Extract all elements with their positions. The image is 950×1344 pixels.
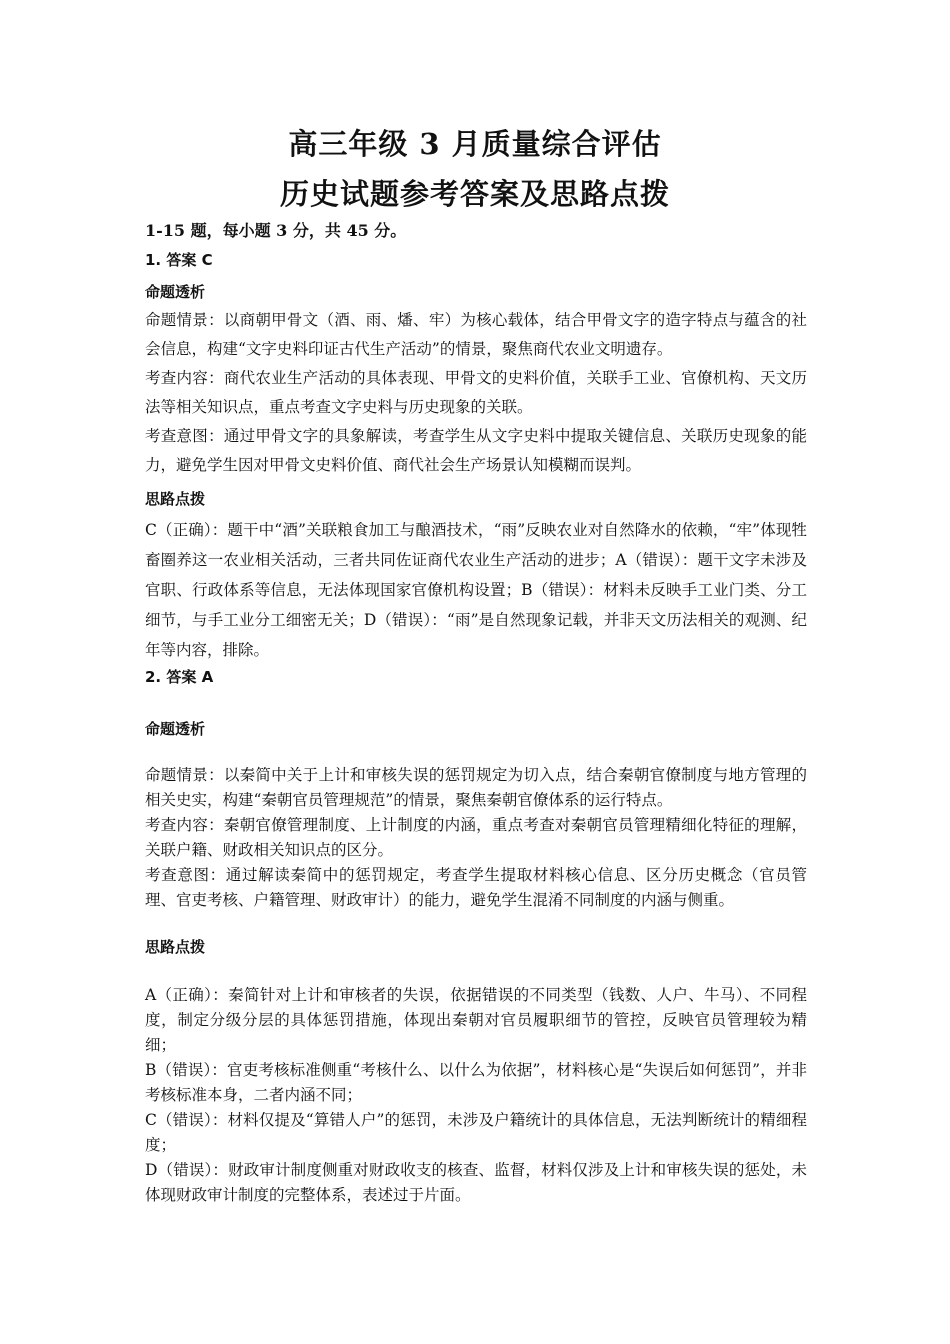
q2-option-b: B（错误）：官吏考核标准侧重“考核什么、以什么为依据”，材料核心是“失误后如何惩罚”，并非考核标准本身，二者内涵不同； xyxy=(145,1061,807,1104)
q2-hint-heading-wrap xyxy=(145,936,807,958)
q2-hint-heading: 思路点拨 xyxy=(145,938,206,956)
q2-analysis-heading-wrap xyxy=(145,718,807,740)
question-1-section xyxy=(145,249,807,271)
q1-hint: C（正确）：题干中“酒”关联粮食加工与酿酒技术，“雨”反映农业对自然降水的依赖，“牢”体现牲畜圈养这一农业相关活动，三者共同佐证商代农业生产活动的进步；A（错误）：题干文字未涉及官职、行政体系等信息，无法体现国家官僚机构设置；B（错误）：材料未反映手工业门类、分工细节，与手工业分工细密无关；D（错误）：“雨”是自然现象记载，并非天文历法相关的观测、纪年等内容，排除。 xyxy=(145,521,807,659)
q2-content: 考查内容：秦朝官僚管理制度、上计制度的内涵，重点考查对秦朝官员管理精细化特征的理解，关联户籍、财政相关知识点的区分。 xyxy=(145,816,807,859)
q1-hint-heading-wrap xyxy=(145,488,807,510)
question-2-section xyxy=(145,666,807,688)
q1-intent: 考查意图：通过甲骨文字的具象解读，考查学生从文字史料中提取关键信息、关联历史现象的能力，避免学生因对甲骨文史料价值、商代社会生产场景认知模糊而误判。 xyxy=(145,427,807,474)
q1-analysis-heading-wrap xyxy=(145,281,807,303)
document-title: 高三年级 3 月质量综合评估 xyxy=(288,127,662,161)
q2-analysis-body xyxy=(145,763,807,913)
q1-context: 命题情景：以商朝甲骨文（酒、雨、燔、牢）为核心载体，结合甲骨文字的造字特点与蕴含的社会信息，构建“文字史料印证古代生产活动”的情景，聚焦商代农业文明遗存。 xyxy=(145,311,807,358)
intro-line xyxy=(145,216,807,245)
document-subtitle: 历史试题参考答案及思路点拨 xyxy=(279,177,670,211)
q2-option-a: A（正确）：秦简针对上计和审核者的失误，依据错误的不同类型（钱数、人户、牛马）、不同程度，制定分级分层的具体惩罚措施，体现出秦朝对官员履职细节的管控，反映官员管理较为精细； xyxy=(145,986,807,1054)
q1-answer-heading: 1. 答案 C xyxy=(145,251,213,269)
q2-intent: 考查意图：通过解读秦简中的惩罚规定，考查学生提取材料核心信息、区分历史概念（官员管理、官吏考核、户籍管理、财政审计）的能力，避免学生混淆不同制度的内涵与侧重。 xyxy=(145,866,807,909)
q2-answer-heading: 2. 答案 A xyxy=(145,668,214,686)
scoring-note: 1-15 题，每小题 3 分，共 45 分。 xyxy=(145,221,407,240)
q1-hint-body xyxy=(145,515,807,665)
q2-option-c: C（错误）：材料仅提及“算错人户”的惩罚，未涉及户籍统计的具体信息，无法判断统计的精细程度； xyxy=(145,1111,807,1154)
q2-hint-body xyxy=(145,983,807,1208)
q2-option-d: D（错误）：财政审计制度侧重对财政收支的核查、监督，材料仅涉及上计和审核失误的惩处，未体现财政审计制度的完整体系，表述过于片面。 xyxy=(145,1161,807,1204)
q2-context: 命题情景：以秦简中关于上计和审核失误的惩罚规定为切入点，结合秦朝官僚制度与地方管理的相关史实，构建“秦朝官员管理规范”的情景，聚焦秦朝官僚体系的运行特点。 xyxy=(145,766,807,809)
q2-analysis-heading: 命题透析 xyxy=(145,720,206,738)
q1-analysis-heading: 命题透析 xyxy=(145,283,206,301)
q1-hint-heading: 思路点拨 xyxy=(145,490,206,508)
q1-analysis-body xyxy=(145,306,807,480)
q1-content: 考查内容：商代农业生产活动的具体表现、甲骨文的史料价值，关联手工业、官僚机构、天文历法等相关知识点，重点考查文字史料与历史现象的关联。 xyxy=(145,369,807,416)
